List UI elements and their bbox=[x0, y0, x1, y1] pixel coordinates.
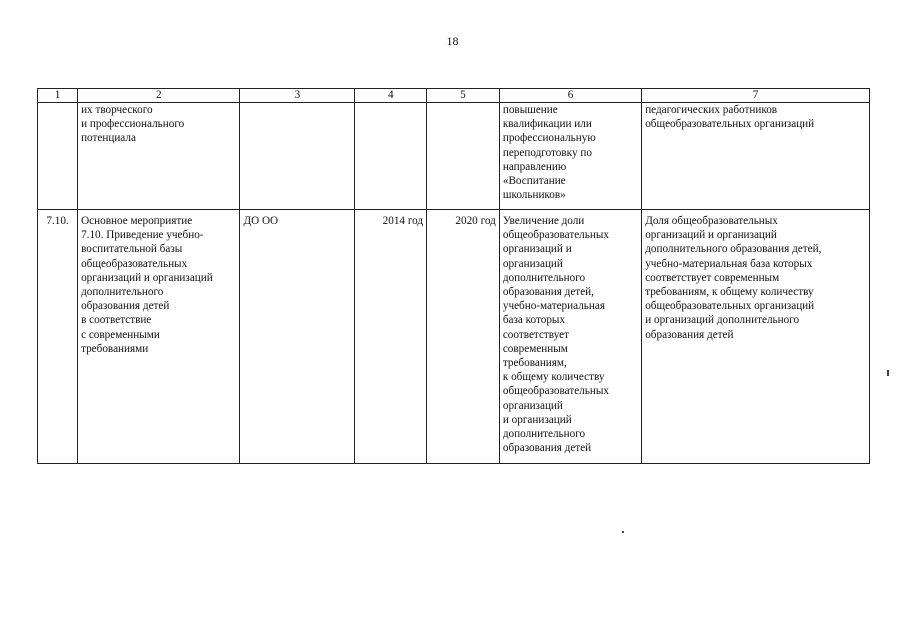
table-row-continuation bbox=[38, 103, 870, 210]
start-year-cell bbox=[355, 103, 427, 210]
page-number: 18 bbox=[446, 34, 459, 48]
end-year-cell bbox=[427, 103, 500, 210]
indicator-cell: педагогических работников общеобразовательных организаций bbox=[642, 103, 870, 210]
program-table-container bbox=[37, 88, 870, 464]
column-header-1: 1 bbox=[38, 89, 78, 103]
column-header-6: 6 bbox=[499, 89, 641, 103]
column-header-5: 5 bbox=[427, 89, 500, 103]
column-header-3: 3 bbox=[240, 89, 355, 103]
column-header-7: 7 bbox=[642, 89, 870, 103]
executor-cell: ДО ОО bbox=[240, 210, 355, 464]
scan-speck-mark bbox=[622, 531, 624, 533]
expected-result-cell: Увеличение доли общеобразовательных организаций и организаций дополнительного образования детей, учебно-материальная база которых соответствует современным требованиям, к общему количеству общеобразовательных организаций и организаций дополнительного образования детей bbox=[499, 210, 641, 464]
row-number-cell bbox=[38, 103, 78, 210]
expected-result-cell: повышение квалификации или профессиональную переподготовку по направлению «Воспитание школьников» bbox=[499, 103, 641, 210]
start-year-cell: 2014 год bbox=[355, 210, 427, 464]
table-row-7-10 bbox=[38, 210, 870, 464]
end-year-cell: 2020 год bbox=[427, 210, 500, 464]
column-number-header-row bbox=[38, 89, 870, 103]
scan-speck-mark bbox=[887, 370, 889, 376]
activity-cell: Основное мероприятие 7.10. Приведение учебно- воспитательной базы общеобразовательных организаций и организаций дополнительного образования детей в соответствие с современными требованиями bbox=[78, 210, 240, 464]
column-header-4: 4 bbox=[355, 89, 427, 103]
activity-cell: их творческого и профессионального потенциала bbox=[78, 103, 240, 210]
indicator-cell: Доля общеобразовательных организаций и организаций дополнительного образования детей, учебно-материальная база которых соответствует современным требованиям, к общему количеству общеобразовательных организаций и организаций дополнительного образования детей bbox=[642, 210, 870, 464]
executor-cell bbox=[240, 103, 355, 210]
program-table bbox=[37, 88, 870, 464]
column-header-2: 2 bbox=[78, 89, 240, 103]
row-number-cell: 7.10. bbox=[38, 210, 78, 464]
